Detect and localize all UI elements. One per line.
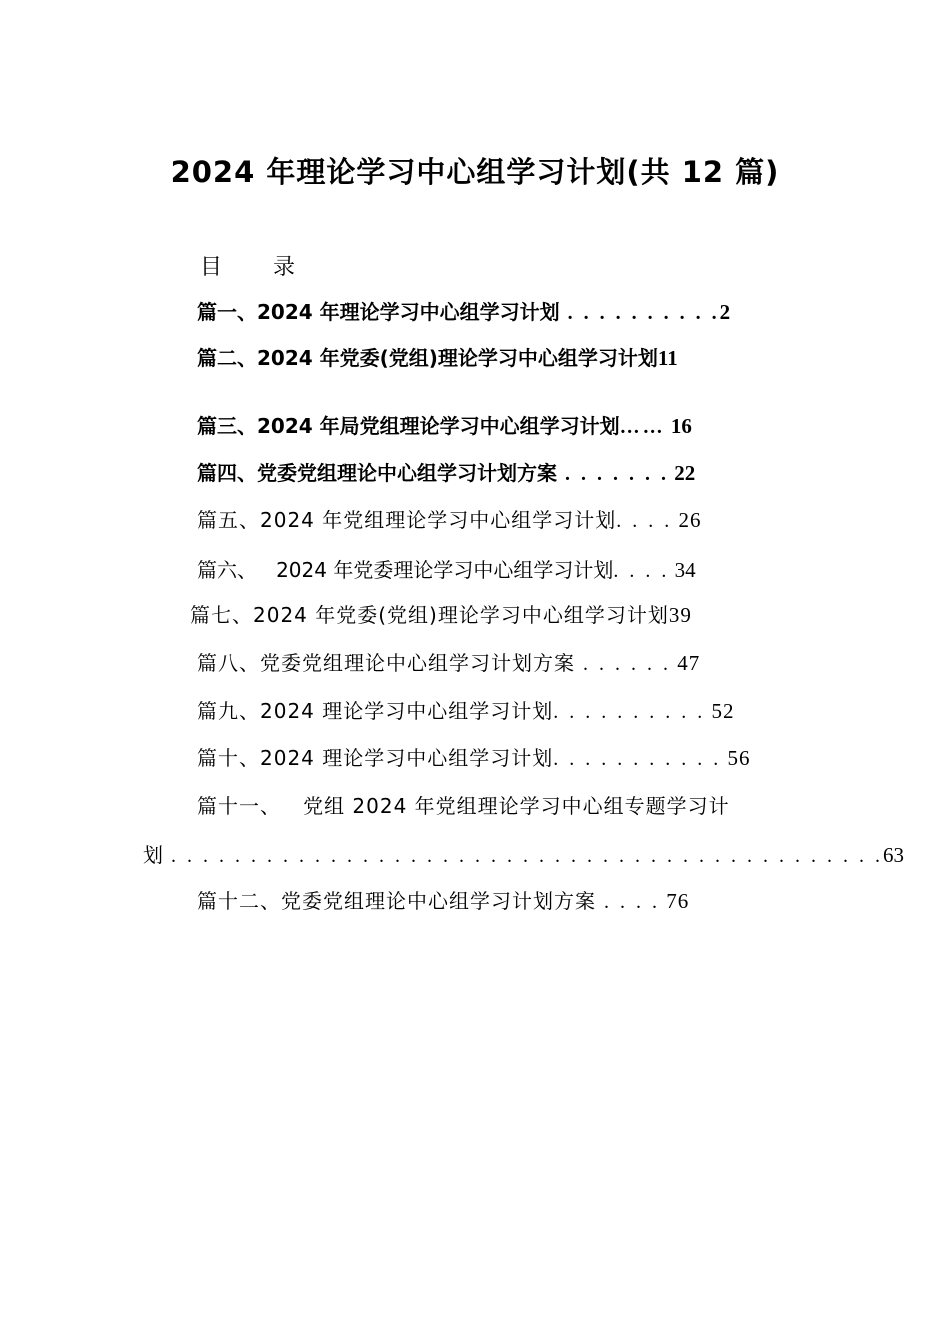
toc-entry-page: 76 <box>660 889 690 913</box>
toc-entry-page: 47 <box>671 651 701 675</box>
toc-entry-label: 划 <box>143 843 163 867</box>
toc-entry-label: 篇二、2024 年党委(党组)理论学习中心组学习计划 <box>197 346 658 370</box>
toc-entry-dots: . . . . . . . <box>557 463 669 485</box>
toc-entry-dots: . . . . . . . . . . <box>553 701 706 723</box>
toc-entry[interactable] <box>197 343 678 374</box>
toc-entry-page: 16 <box>665 414 692 438</box>
toc-entry[interactable] <box>197 411 692 442</box>
document-title: 2024 年理论学习中心组学习计划(共 12 篇) <box>170 155 780 189</box>
toc-entry-page: 34 <box>669 558 696 582</box>
toc-entry-label: 篇十一、 党组 2024 年党组理论学习中心组专题学习计 <box>197 794 730 818</box>
toc-entry[interactable] <box>197 555 696 586</box>
toc-entry-dots: . . . . <box>616 510 673 532</box>
toc-entry-page: 26 <box>672 508 702 532</box>
toc-entry-label: 篇三、2024 年局党组理论学习中心组学习计划 <box>197 414 620 438</box>
toc-entry-label: 篇八、党委党组理论中心组学习计划方案 <box>197 651 575 675</box>
toc-entry[interactable] <box>197 648 700 679</box>
toc-entry[interactable] <box>197 791 730 821</box>
toc-entry-label: 篇九、2024 理论学习中心组学习计划 <box>197 699 554 723</box>
toc-entry-page: 52 <box>705 699 735 723</box>
toc-entry-label: 篇七、2024 年党委(党组)理论学习中心组学习计划 <box>190 603 669 627</box>
toc-entry-dots: . . . . . . . . . . . . . . . . . . . . . . . . . . . . . . . . . . . . . . . . . . . . . <box>163 845 883 867</box>
toc-entry-dots: . . . . <box>596 891 660 913</box>
toc-entry-page: 2 <box>719 300 731 324</box>
toc-entry-label: 篇一、2024 年理论学习中心组学习计划 <box>197 300 560 324</box>
toc-entry[interactable] <box>197 458 695 489</box>
toc-entry[interactable] <box>190 600 692 631</box>
toc-entry-dots: . . . . <box>613 560 670 582</box>
toc-entry-page: 56 <box>721 746 751 770</box>
toc-entry[interactable] <box>197 696 735 727</box>
toc-entry[interactable] <box>197 505 702 536</box>
toc-entry-label: 篇十二、党委党组理论中心组学习计划方案 <box>197 889 596 913</box>
toc-entry[interactable] <box>197 297 730 328</box>
toc-entry-page: 63 <box>883 843 904 867</box>
toc-entry-page: 22 <box>669 461 696 485</box>
toc-entry-continuation[interactable] <box>143 840 904 871</box>
toc-entry-label: 篇四、党委党组理论中心组学习计划方案 <box>197 461 557 485</box>
toc-entry-label: 篇六、 2024 年党委理论学习中心组学习计划 <box>197 558 614 582</box>
toc-heading: 目 录 <box>200 255 317 280</box>
toc-entry-page: 39 <box>668 603 692 627</box>
toc-entry-dots: . . . . . . . . . . . <box>553 748 722 770</box>
toc-entry-page: 11 <box>657 346 678 370</box>
toc-entry[interactable] <box>197 743 751 774</box>
toc-entry-dots: . . . . . . <box>575 653 671 675</box>
toc-entry[interactable] <box>197 886 689 917</box>
toc-entry-dots: …… <box>619 416 666 438</box>
toc-entry-dots: . . . . . . . . . . <box>559 302 720 324</box>
toc-entry-label: 篇五、2024 年党组理论学习中心组学习计划 <box>197 508 617 532</box>
toc-entry-label: 篇十、2024 理论学习中心组学习计划 <box>197 746 554 770</box>
